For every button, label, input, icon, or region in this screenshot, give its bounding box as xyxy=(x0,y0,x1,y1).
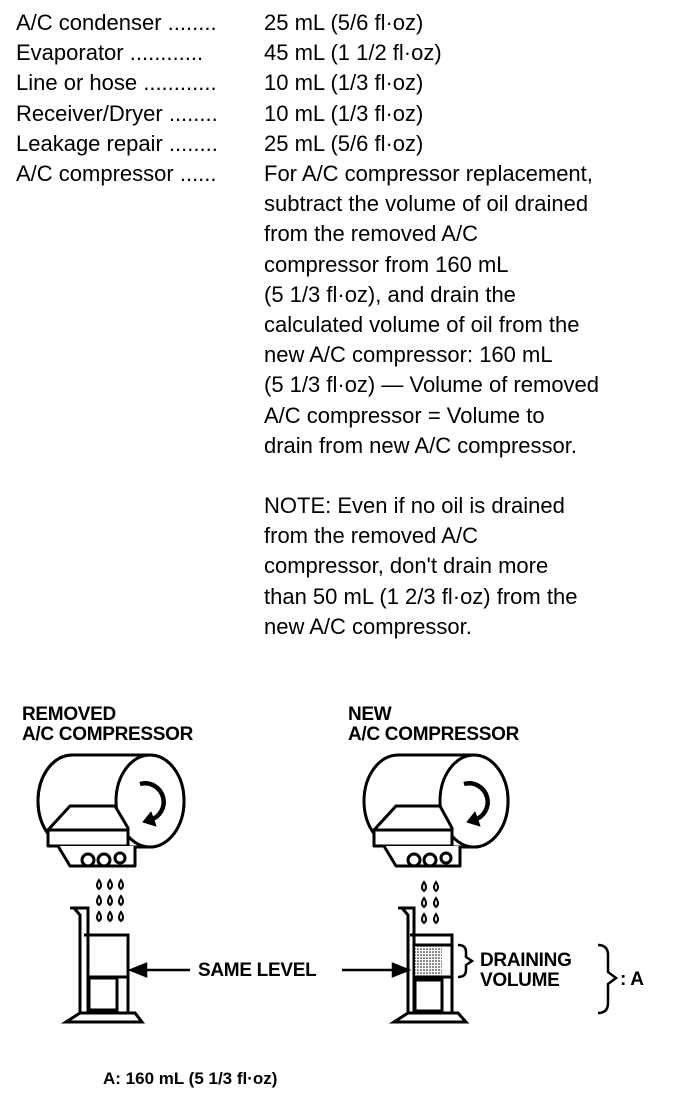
total-volume-bracket xyxy=(598,945,616,1013)
note-line: from the removed A/C xyxy=(264,523,478,549)
oil-amount: 45 mL (1 1/2 fl·oz) xyxy=(264,40,442,66)
oil-amount: 10 mL (1/3 fl·oz) xyxy=(264,70,424,96)
instruction-line: from the removed A/C xyxy=(264,221,478,247)
note-line: compressor, don't drain more xyxy=(264,553,549,579)
same-level-label: SAME LEVEL xyxy=(198,960,317,981)
component-name: Evaporator ............ xyxy=(16,40,204,66)
note-line: NOTE: Even if no oil is drained xyxy=(264,493,565,519)
oil-drops-icon xyxy=(97,880,123,921)
component-name: Line or hose ............ xyxy=(16,70,217,96)
instruction-line: A/C compressor = Volume to xyxy=(264,402,545,428)
oil-amount: 10 mL (1/3 fl·oz) xyxy=(264,100,424,126)
measuring-cylinder-icon xyxy=(66,908,142,1022)
footnote: A: 160 mL (5 1/3 fl·oz) xyxy=(103,1069,278,1088)
instruction-line: new A/C compressor: 160 mL xyxy=(264,342,553,368)
instruction-line: subtract the volume of oil drained xyxy=(264,191,589,217)
note-line: than 50 mL (1 2/3 fl·oz) from the xyxy=(264,583,578,609)
draining-volume-bracket xyxy=(458,945,472,977)
oil-drops-icon xyxy=(422,882,438,923)
instruction-line: (5 1/3 fl·oz) — Volume of removed xyxy=(264,372,600,398)
note-line: new A/C compressor. xyxy=(264,613,472,639)
component-name: Leakage repair ........ xyxy=(16,130,218,156)
oil-amount: 25 mL (5/6 fl·oz) xyxy=(264,130,424,156)
removed-compressor-icon xyxy=(38,755,184,866)
instruction-line: calculated volume of oil from the xyxy=(264,312,580,338)
measuring-cylinder-icon xyxy=(394,908,466,1022)
a-label: : A xyxy=(620,969,644,990)
removed-compressor-caption: REMOVED A/C COMPRESSOR xyxy=(22,704,194,745)
component-name: A/C compressor ...... xyxy=(16,161,217,187)
new-compressor-caption: NEW A/C COMPRESSOR xyxy=(348,704,520,745)
oil-amount: 25 mL (5/6 fl·oz) xyxy=(264,10,424,35)
instruction-line: For A/C compressor replacement, xyxy=(264,161,593,187)
instruction-line: drain from new A/C compressor. xyxy=(264,432,578,458)
instruction-line: compressor from 160 mL xyxy=(264,251,509,277)
draining-volume-label: DRAINING VOLUME xyxy=(480,950,572,991)
new-compressor-icon xyxy=(364,755,508,866)
component-name: Receiver/Dryer ........ xyxy=(16,100,218,126)
component-name: A/C condenser ........ xyxy=(16,10,217,35)
instruction-line: (5 1/3 fl·oz), and drain the xyxy=(264,281,516,307)
